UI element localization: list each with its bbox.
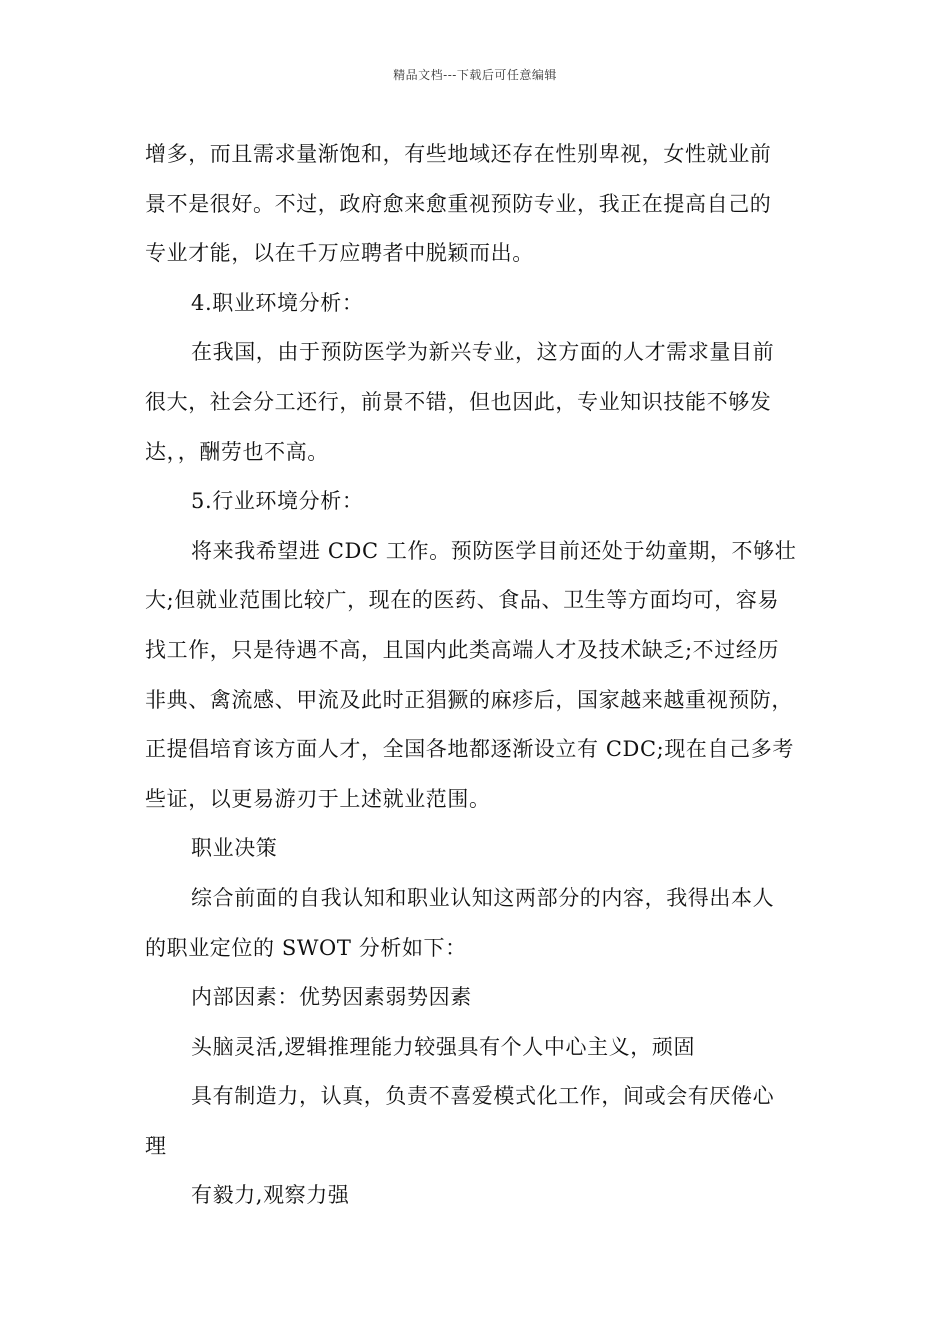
text-line: 在我国，由于预防医学为新兴专业，这方面的人才需求量目前 — [191, 340, 775, 365]
text-line: 综合前面的自我认知和职业认知这两部分的内容，我得出本人 — [191, 885, 775, 910]
text-line: 头脑灵活,逻辑推理能力较强具有个人中心主义，顽固 — [191, 1034, 696, 1059]
text-line: 将来我希望进 CDC 工作。预防医学目前还处于幼童期，不够壮 — [191, 538, 797, 563]
text-line: 很大，社会分工还行，前景不错，但也因此，专业知识技能不够发 — [145, 389, 772, 414]
text-line: 的职业定位的 SWOT 分析如下： — [145, 935, 467, 960]
section-heading-career-environment: 4.职业环境分析： — [191, 290, 364, 315]
page-header: 精品文档---下载后可任意编辑 — [393, 68, 557, 82]
document-body — [145, 130, 825, 1221]
text-line: 有毅力,观察力强 — [191, 1183, 350, 1208]
text-line: 增多，而且需求量渐饱和，有些地域还存在性别卑视，女性就业前 — [145, 142, 772, 166]
text-line: 内部因素：优势因素弱势因素 — [191, 985, 472, 1010]
text-line: 大;但就业范围比较广，现在的医药、食品、卫生等方面均可，容易 — [145, 588, 780, 613]
section-heading-career-decision: 职业决策 — [191, 836, 278, 861]
section-heading-industry-environment: 5.行业环境分析： — [191, 489, 364, 514]
text-line: 达，，酬劳也不高。 — [145, 439, 329, 464]
text-line: 专业才能，以在千万应聘者中脱颖而出。 — [145, 241, 534, 266]
text-line: 理 — [145, 1133, 167, 1158]
text-line: 正提倡培育该方面人才，全国各地都逐渐设立有 CDC;现在自己多考 — [145, 737, 794, 762]
text-line: 景不是很好。不过，政府愈来愈重视预防专业，我正在提高自己的 — [145, 191, 772, 216]
text-line: 些证，以更易游刃于上述就业范围。 — [145, 786, 491, 811]
text-line: 具有制造力，认真，负责不喜爱模式化工作，间或会有厌倦心 — [191, 1084, 775, 1109]
text-line: 找工作，只是待遇不高，且国内此类高端人才及技术缺乏;不过经历 — [145, 637, 780, 662]
text-line: 非典、禽流感、甲流及此时正猖獗的麻疹后，国家越来越重视预防， — [145, 687, 793, 712]
